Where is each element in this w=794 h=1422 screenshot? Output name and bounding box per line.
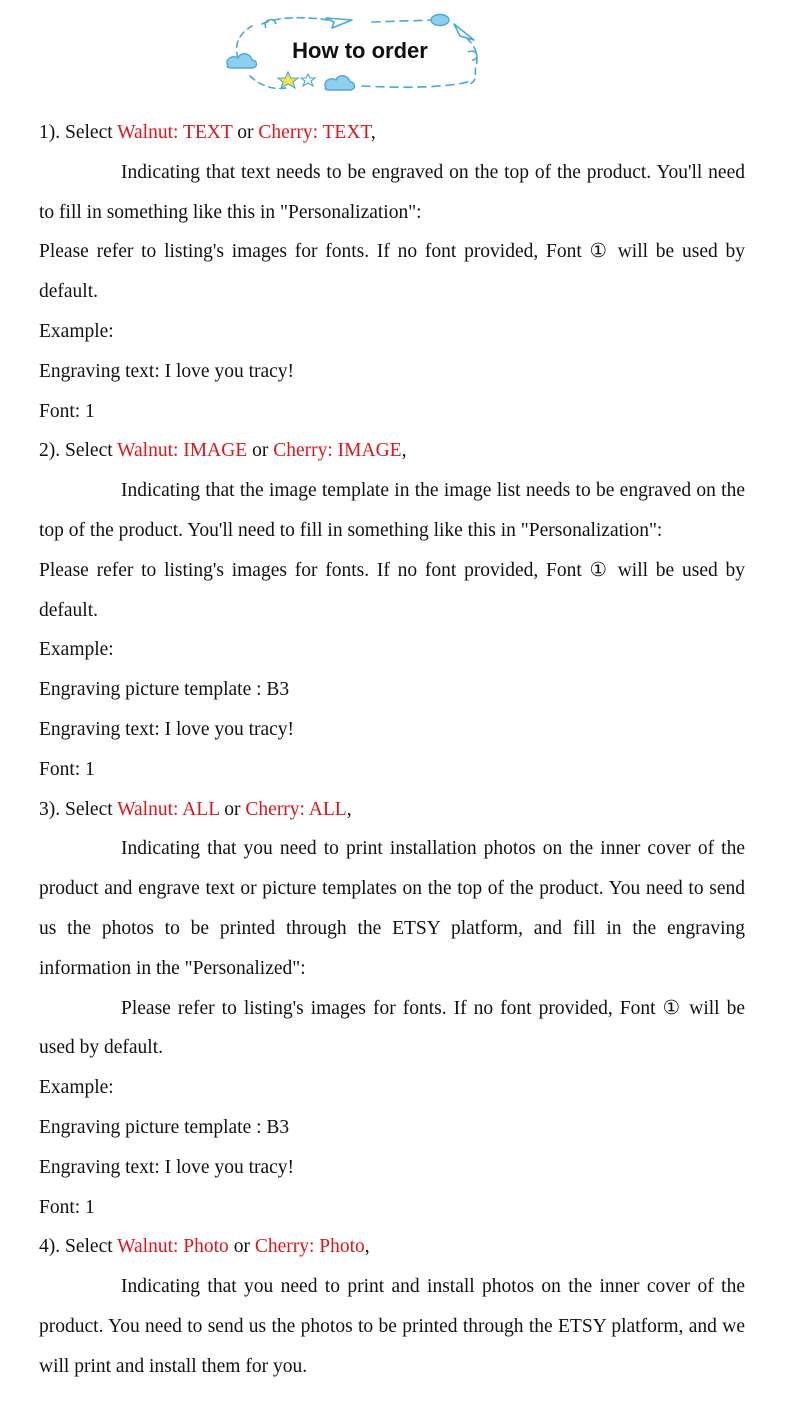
section-description: Indicating that text needs to be engraved on the top of the product. You'll need to fill in something like this in "Personalization": xyxy=(39,161,745,223)
font-note: Please refer to listing's images for fonts. If no font provided, Font ① will be used by default. xyxy=(39,241,745,303)
step-suffix: , xyxy=(346,798,352,820)
how-to-order-banner xyxy=(222,10,488,96)
option-joiner: or xyxy=(247,440,274,462)
section-heading xyxy=(39,790,745,830)
section-heading xyxy=(39,1227,745,1267)
example-label: Example: xyxy=(39,1077,114,1099)
option-cherry: Cherry: TEXT xyxy=(258,122,371,143)
option-walnut: Walnut: TEXT xyxy=(117,122,233,143)
step-suffix: , xyxy=(401,440,407,462)
option-joiner: or xyxy=(232,122,259,143)
option-walnut: Walnut: Photo xyxy=(117,1236,229,1258)
step-prefix: 1). Select xyxy=(39,122,118,143)
step-suffix: , xyxy=(364,1236,370,1258)
step-prefix: 2). Select xyxy=(39,440,118,462)
example-line: Engraving picture template : B3 xyxy=(39,1116,290,1138)
example-label: Example: xyxy=(39,639,114,661)
option-cherry: Cherry: IMAGE xyxy=(273,440,402,462)
option-cherry: Cherry: Photo xyxy=(254,1236,365,1258)
option-cherry: Cherry: ALL xyxy=(245,798,347,820)
option-walnut: Walnut: ALL xyxy=(117,798,220,820)
order-instructions xyxy=(39,113,745,1387)
option-joiner: or xyxy=(219,798,246,820)
example-line: Engraving text: I love you tracy! xyxy=(39,1156,295,1178)
example-line: Font: 1 xyxy=(39,1196,95,1218)
section-heading xyxy=(39,113,745,153)
option-walnut: Walnut: IMAGE xyxy=(117,440,248,462)
section-description: Indicating that you need to print and install photos on the inner cover of the product. You need to send us the photos to be printed through the ETSY platform, and we will print and install them for you. xyxy=(39,1276,745,1377)
section-description: Indicating that the image template in the image list needs to be engraved on the top of the product. You'll need to fill in something like this in "Personalization": xyxy=(39,480,745,541)
example-line: Engraving picture template : B3 xyxy=(39,679,290,701)
example-line: Font: 1 xyxy=(39,758,95,780)
section-description: Indicating that you need to print installation photos on the inner cover of the product and engrave text or picture templates on the top of the product. You need to send us the photos to be printed through the ETSY platform, and fill in the engraving information in the "Personalized": xyxy=(39,838,745,979)
example-line: Engraving text: I love you tracy! xyxy=(39,360,295,382)
example-line: Engraving text: I love you tracy! xyxy=(39,718,295,740)
step-prefix: 4). Select xyxy=(39,1236,118,1258)
font-note: Please refer to listing's images for fonts. If no font provided, Font ① will be used by default. xyxy=(39,559,745,621)
option-joiner: or xyxy=(228,1236,255,1258)
step-suffix: , xyxy=(370,122,376,143)
example-line: Font: 1 xyxy=(39,400,95,422)
example-label: Example: xyxy=(39,320,114,342)
page-title: How to order xyxy=(292,38,428,63)
step-prefix: 3). Select xyxy=(39,798,118,820)
font-note: Please refer to listing's images for fonts. If no font provided, Font ① will be used by default. xyxy=(39,997,745,1059)
section-heading xyxy=(39,431,745,471)
